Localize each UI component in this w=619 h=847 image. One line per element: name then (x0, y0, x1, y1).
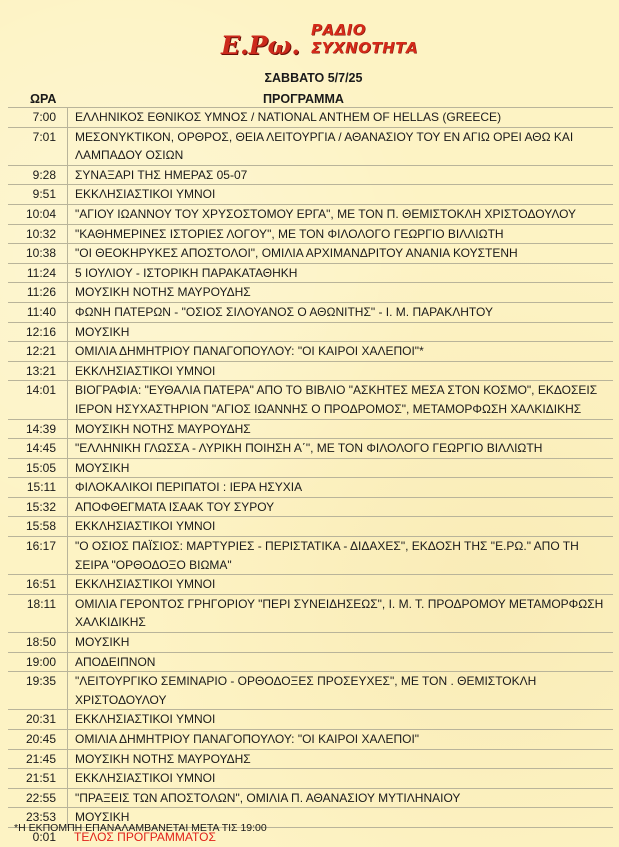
row-time: 10:04 (8, 205, 68, 224)
row-program: "ΑΓΙΟΥ ΙΩΑΝΝΟΥ ΤΟΥ ΧΡΥΣΟΣΤΟΜΟΥ ΕΡΓΑ", ΜΕ ΤΟΝ Π. ΘΕΜΙΣΤΟΚΛΗ ΧΡΙΣΤΟΔΟΥΛΟΥ (75, 206, 577, 221)
row-program: "ΟΙ ΘΕΟΚΗΡΥΚΕΣ ΑΠΟΣΤΟΛΟΙ", ΟΜΙΛΙΑ ΑΡΧΙΜΑΝΔΡΙΤΟΥ ΑΝΑΝΙΑ ΚΟΥΣΤΕΝΗ (75, 246, 518, 261)
schedule-date: ΣΑΒΒΑΤΟ 5/7/25 (264, 71, 363, 85)
schedule-row (8, 478, 613, 498)
row-time: 18:11 (8, 595, 68, 632)
schedule-row (8, 595, 613, 633)
row-time: 18:50 (8, 633, 68, 652)
row-program: ΜΟΥΣΙΚΗ (75, 635, 130, 650)
row-time: 14:01 (8, 381, 68, 418)
logo-line-frequency: ΣΥΧΝΟΤΗΤΑ (311, 39, 419, 57)
row-time: 11:40 (8, 303, 68, 322)
schedule-row (8, 362, 613, 382)
row-program: "Ο ΟΣΙΟΣ ΠΑΪΣΙΟΣ: ΜΑΡΤΥΡΙΕΣ - ΠΕΡΙΣΤΑΤΙΚΑ - ΔΙΔΑΧΕΣ", ΕΚΔΟΣΗ ΤΗΣ "Ε.ΡΩ." ΑΠΟ ΤΗ ΣΕΙΡΑ "ΟΡΘΟΔΟΞΟ ΒΙΩΜΑ" (75, 539, 579, 572)
row-program: ΟΜΙΛΙΑ ΔΗΜΗΤΡΙΟΥ ΠΑΝΑΓΟΠΟΥΛΟΥ: "ΟΙ ΚΑΙΡΟΙ ΧΑΛΕΠΟΙ" (75, 732, 420, 746)
schedule-row (8, 498, 613, 518)
schedule-row (8, 108, 613, 128)
row-time: 10:32 (8, 225, 68, 244)
end-program-label: ΤΕΛΟΣ ΠΡΟΓΡΑΜΜΑΤΟΣ (74, 829, 216, 844)
row-program: "ΚΑΘΗΜΕΡΙΝΕΣ ΙΣΤΟΡΙΕΣ ΛΟΓΟΥ", ΜΕ ΤΟΝ ΦΙΛΟΛΟΓΟ ΓΕΩΡΓΙΟ ΒΙΛΛΙΩΤΗ (75, 226, 504, 241)
row-program: ΟΜΙΛΙΑ ΔΗΜΗΤΡΙΟΥ ΠΑΝΑΓΟΠΟΥΛΟΥ: "ΟΙ ΚΑΙΡΟΙ ΧΑΛΕΠΟΙ"* (75, 344, 424, 359)
schedule-row (8, 323, 613, 343)
row-time: 16:17 (8, 537, 68, 574)
row-program: "ΛΕΙΤΟΥΡΓΙΚΟ ΣΕΜΙΝΑΡΙΟ - ΟΡΘΟΔΟΞΕΣ ΠΡΟΣΕΥΧΕΣ", ΜΕ ΤΟΝ . ΘΕΜΙΣΤΟΚΛΗ ΧΡΙΣΤΟΔΟΥΛΟΥ (75, 674, 537, 707)
row-program: ΕΛΛΗΝΙΚΟΣ ΕΘΝΙΚΟΣ ΥΜΝΟΣ / NATIONAL ANTHEM OF HELLAS (GREECE) (75, 110, 502, 124)
row-time: 9:28 (8, 166, 68, 185)
schedule-row (8, 653, 613, 673)
row-program: ΜΟΥΣΙΚΗ (75, 460, 130, 475)
schedule-row (8, 710, 613, 730)
row-program: ΜΟΥΣΙΚΗ (75, 324, 130, 339)
end-time: 0:01 (32, 829, 56, 844)
row-program: ΕΚΚΛΗΣΙΑΣΤΙΚΟΙ ΥΜΝΟΙ (75, 712, 216, 727)
row-time: 15:32 (8, 498, 68, 517)
schedule-row (8, 303, 613, 323)
row-time: 11:24 (8, 264, 68, 283)
row-time: 12:16 (8, 323, 68, 342)
row-program: ΕΚΚΛΗΣΙΑΣΤΙΚΟΙ ΥΜΝΟΙ (75, 363, 216, 378)
schedule-table (8, 107, 613, 847)
schedule-row (8, 283, 613, 303)
row-time: 14:39 (8, 420, 68, 439)
schedule-row (8, 517, 613, 537)
row-program: ΦΩΝΗ ΠΑΤΕΡΩΝ - "ΟΣΙΟΣ ΣΙΛΟΥΑΝΟΣ Ο ΑΘΩΝΙΤΗΣ" - Ι. Μ. ΠΑΡΑΚΛΗΤΟΥ (75, 304, 493, 319)
row-time: 13:21 (8, 362, 68, 381)
schedule-row (8, 750, 613, 770)
schedule-row (8, 381, 613, 419)
row-program: ΣΥΝΑΞΑΡΙ ΤΗΣ ΗΜΕΡΑΣ 05-07 (75, 167, 248, 182)
row-program: ΜΟΥΣΙΚΗ ΝΟΤΗΣ ΜΑΥΡΟΥΔΗΣ (75, 285, 251, 300)
logo-mark: Ε.Ρω. (221, 31, 301, 60)
schedule-row (8, 439, 613, 459)
schedule-row (8, 769, 613, 789)
row-program: 5 ΙΟΥΛΙΟΥ - ΙΣΤΟΡΙΚΗ ΠΑΡΑΚΑΤΑΘΗΚΗ (75, 265, 298, 280)
schedule-row (8, 420, 613, 440)
row-program: ΜΟΥΣΙΚΗ ΝΟΤΗΣ ΜΑΥΡΟΥΔΗΣ (75, 751, 251, 766)
schedule-row (8, 225, 613, 245)
row-program: ΕΚΚΛΗΣΙΑΣΤΙΚΟΙ ΥΜΝΟΙ (75, 187, 216, 202)
row-program: ΑΠΟΔΕΙΠΝΟΝ (75, 654, 156, 669)
row-program: ΕΚΚΛΗΣΙΑΣΤΙΚΟΙ ΥΜΝΟΙ (75, 519, 216, 534)
row-time: 16:51 (8, 575, 68, 594)
schedule-row (8, 205, 613, 225)
row-program: ΦΙΛΟΚΑΛΙΚΟΙ ΠΕΡΙΠΑΤΟΙ : ΙΕΡΑ ΗΣΥΧΙΑ (75, 480, 303, 495)
row-program: ΜΟΥΣΙΚΗ ΝΟΤΗΣ ΜΑΥΡΟΥΔΗΣ (75, 421, 251, 436)
row-time: 22:55 (8, 789, 68, 808)
row-time: 23:53 (8, 808, 68, 827)
schedule-row (8, 264, 613, 284)
row-time: 7:01 (8, 128, 68, 165)
schedule-row (8, 185, 613, 205)
row-time: 12:21 (8, 342, 68, 361)
row-time: 9:51 (8, 185, 68, 204)
row-time: 11:26 (8, 283, 68, 302)
station-logo (0, 12, 619, 64)
row-time: 14:45 (8, 439, 68, 458)
row-program: ΜΕΣΟΝΥΚΤΙΚΟΝ, ΟΡΘΡΟΣ, ΘΕΙΑ ΛΕΙΤΟΥΡΓΙΑ / ΑΘΑΝΑΣΙΟΥ ΤΟΥ ΕΝ ΑΓΙΩ ΟΡΕΙ ΑΘΩ ΚΑΙ ΛΑΜΠΑΔΟΥ ΟΣΙΩΝ (75, 129, 574, 163)
row-time: 21:45 (8, 750, 68, 769)
footnote: *Η ΕΚΠΟΜΠΗ ΕΠΑΝΑΛΑΜΒΑΝΕΤΑΙ ΜΕΤΑ ΤΙΣ 19:00 (14, 822, 267, 834)
header-program: ΠΡΟΓΡΑΜΜΑ (263, 92, 344, 106)
row-time: 19:35 (8, 672, 68, 709)
schedule-row (8, 730, 613, 750)
row-program: "ΕΛΛΗΝΙΚΗ ΓΛΩΣΣΑ - ΛΥΡΙΚΗ ΠΟΙΗΣΗ Α΄", ΜΕ ΤΟΝ ΦΙΛΟΛΟΓΟ ΓΕΩΡΓΙΟ ΒΙΛΛΙΩΤΗ (75, 441, 543, 456)
logo-line-radio: ΡΑΔΙΟ (311, 21, 367, 39)
row-time: 7:00 (8, 108, 68, 127)
schedule-row (8, 244, 613, 264)
row-time: 15:11 (8, 478, 68, 497)
row-time: 10:38 (8, 244, 68, 263)
schedule-row (8, 537, 613, 575)
row-time: 19:00 (8, 653, 68, 672)
schedule-row (8, 342, 613, 362)
row-program: ΕΚΚΛΗΣΙΑΣΤΙΚΟΙ ΥΜΝΟΙ (75, 771, 216, 786)
row-time: 20:31 (8, 710, 68, 729)
schedule-row (8, 633, 613, 653)
schedule-row (8, 672, 613, 710)
row-time: 15:58 (8, 517, 68, 536)
row-time: 21:51 (8, 769, 68, 788)
schedule-row (8, 128, 613, 166)
row-time: 20:45 (8, 730, 68, 749)
schedule-row (8, 789, 613, 809)
row-program: ΒΙΟΓΡΑΦΙΑ: "ΕΥΘΑΛΙΑ ΠΑΤΕΡΑ" ΑΠΟ ΤΟ ΒΙΒΛΙΟ "ΑΣΚΗΤΕΣ ΜΕΣΑ ΣΤΟΝ ΚΟΣΜΟ", ΕΚΔΟΣΕΙΣ ΙΕΡΟΝ ΗΣΥΧΑΣΤΗΡΙΟΝ "ΑΓΙΟΣ ΙΩΑΝΝΗΣ Ο ΠΡΟΔΡΟΜΟΣ", ΜΕΤΑΜΟΡΦΩΣΗ ΧΑΛΚΙΔΙΚΗΣ (75, 383, 598, 416)
header-time: ΩΡΑ (30, 92, 57, 106)
row-program: ΜΟΥΣΙΚΗ (75, 810, 130, 825)
schedule-row (8, 575, 613, 595)
row-program: ΟΜΙΛΙΑ ΓΕΡΟΝΤΟΣ ΓΡΗΓΟΡΙΟΥ "ΠΕΡΙ ΣΥΝΕΙΔΗΣΕΩΣ", Ι. Μ. Τ. ΠΡΟΔΡΟΜΟΥ ΜΕΤΑΜΟΡΦΩΣΗ ΧΑΛΚΙΔΙΚΗΣ (75, 596, 604, 630)
row-program: "ΠΡΑΞΕΙΣ ΤΩΝ ΑΠΟΣΤΟΛΩΝ", ΟΜΙΛΙΑ Π. ΑΘΑΝΑΣΙΟΥ ΜΥΤΙΛΗΝΑΙΟΥ (75, 790, 461, 805)
schedule-row (8, 166, 613, 186)
schedule-row (8, 459, 613, 479)
row-time: 15:05 (8, 459, 68, 478)
row-program: ΑΠΟΦΘΕΓΜΑΤΑ ΙΣΑΑΚ ΤΟΥ ΣΥΡΟΥ (75, 499, 275, 514)
row-program: ΕΚΚΛΗΣΙΑΣΤΙΚΟΙ ΥΜΝΟΙ (75, 577, 216, 592)
